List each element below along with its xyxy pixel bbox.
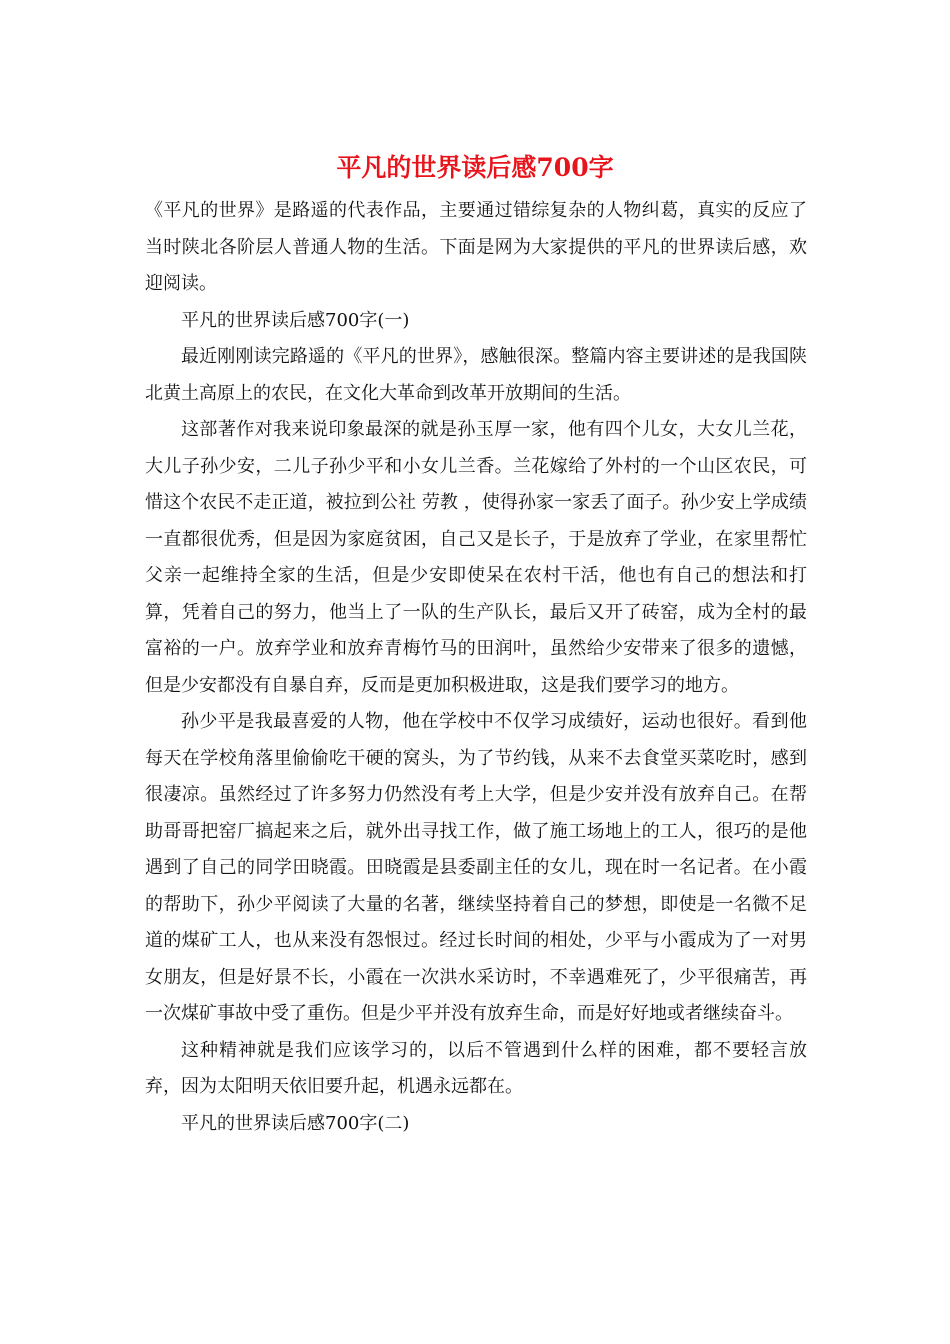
section-heading-two: 平凡的世界读后感700字(二) [181,1112,410,1134]
paragraph: 最近刚刚读完路遥的《平凡的世界》，感触很深。整篇内容主要讲述的是我国陕北黄土高原上的农民，在文化大革命到改革开放期间的生活。 [145,346,807,404]
paragraph-intro: 《平凡的世界》是路遥的代表作品，主要通过错综复杂的人物纠葛，真实的反应了当时陕北各阶层人普通人物的生活。下面是网为大家提供的平凡的世界读后感，欢迎阅读。 [145,200,807,294]
paragraph: 孙少平是我最喜爱的人物，他在学校中不仅学习成绩好，运动也很好。看到他每天在学校角落里偷偷吃干硬的窝头，为了节约钱，从来不去食堂买菜吃时，感到很凄凉。虽然经过了许多努力仍然没有考上大学，但是少安并没有放弃自己。在帮助哥哥把窑厂搞起来之后，就外出寻找工作，做了施工场地上的工人，很巧的是他遇到了自己的同学田晓霞。田晓霞是县委副主任的女儿，现在时一名记者。在小霞的帮助下，孙少平阅读了大量的名著，继续坚持着自己的梦想，即使是一名微不足道的煤矿工人，也从来没有怨恨过。经过长时间的相处，少平与小霞成为了一对男女朋友，但是好景不长，小霞在一次洪水采访时，不幸遇难死了，少平很痛苦，再一次煤矿事故中受了重伤。但是少平并没有放弃生命，而是好好地或者继续奋斗。 [145,711,807,1024]
section-heading-one: 平凡的世界读后感700字(一) [181,309,410,331]
paragraph: 这种精神就是我们应该学习的，以后不管遇到什么样的困难，都不要轻言放弃，因为太阳明天依旧要升起，机遇永远都在。 [145,1039,807,1097]
document-body [145,193,807,1142]
document-title: 平凡的世界读后感700字 [336,153,614,182]
paragraph: 这部著作对我来说印象最深的就是孙玉厚一家，他有四个儿女，大女儿兰花，大儿子孙少安，二儿子孙少平和小女儿兰香。兰花嫁给了外村的一个山区农民，可惜这个农民不走正道，被拉到公社 劳教 ，使得孙家一家丢了面子。孙少安上学成绩一直都很优秀，但是因为家庭贫困，自己又是长子，于是放弃了学业，在家里帮忙父亲一起维持全家的生活，但是少安即使呆在农村干活，他也有自己的想法和打算，凭着自己的努力，他当上了一队的生产队长，最后又开了砖窑，成为全村的最富裕的一户。放弃学业和放弃青梅竹马的田润叶，虽然给少安带来了很多的遗憾，但是少安都没有自暴自弃，反而是更加积极进取，这是我们要学习的地方。 [145,419,807,696]
